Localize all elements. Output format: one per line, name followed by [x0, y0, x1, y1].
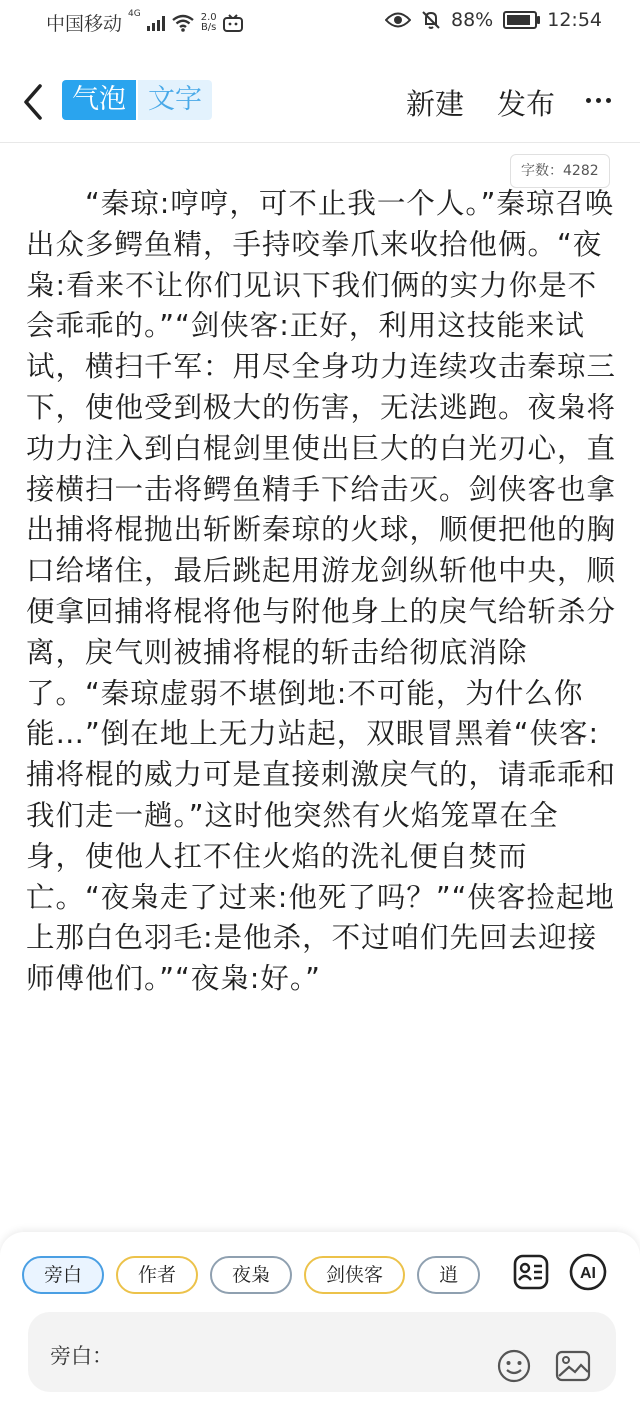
mute-bell-icon: [421, 10, 441, 30]
back-arrow-icon[interactable]: [18, 82, 48, 122]
character-chip-narrator[interactable]: 旁白: [22, 1256, 104, 1294]
word-count-badge: 字数：4282: [510, 154, 610, 188]
character-chip-more[interactable]: 逍: [417, 1256, 480, 1294]
new-button[interactable]: 新建: [406, 87, 465, 121]
character-card-icon[interactable]: [511, 1252, 551, 1292]
story-text-editor[interactable]: “秦琼:哼哼，可不止我一个人。”秦琼召唤出众多鳄鱼精，手持咬拳爪来收拾他俩。“夜枭:看来不让你们见识下我们俩的实力你是不会乖乖的。”“剑侠客:正好，利用这技能来试试，横扫千军：用尽全身功力连续攻击秦琼三下，使他受到极大的伤害，无法逃跑。夜枭将功力注入到白棍剑里使出巨大的白光刃心，直接横扫一击将鳄鱼精手下给击灭。剑侠客也拿出捕将棍抛出斩断秦琼的火球，顺便把他的胸口给堵住，最后跳起用游龙剑纵斩他中央，顺便拿回捕将棍将他与附他身上的戾气给斩杀分离，戾气则被捕将棍的斩击给彻底消除了。“秦琼虚弱不堪倒地:不可能，为什么你能…”倒在地上无力站起，双眼冒黑着“侠客:捕将棍的威力可是直接刺激戾气的，请乖乖和我们走一趟。”这时他突然有火焰笼罩在全身，使他人扛不住火焰的洗礼便自焚而亡。“夜枭走了过来:他死了吗？”“侠客捡起地上那白色羽毛:是他杀，不过咱们先回去迎接师傅他们。”“夜枭:好。”: [26, 187, 616, 996]
status-left: [46, 9, 243, 36]
clock: 12:54: [547, 9, 602, 31]
input-speaker-label: 旁白：: [50, 1344, 113, 1368]
wifi-icon: [171, 14, 195, 32]
carrier-label: 中国移动: [46, 13, 123, 35]
character-chip-row[interactable]: [22, 1256, 492, 1294]
signal-icon: [147, 15, 165, 31]
emoji-icon[interactable]: [496, 1348, 532, 1384]
network-speed: [201, 13, 217, 33]
battery-percent: 88%: [451, 9, 494, 31]
battery-icon: [503, 11, 537, 29]
publish-button[interactable]: 发布: [497, 87, 556, 121]
speed-unit: B/s: [200, 21, 217, 33]
tab-text[interactable]: 文字: [138, 80, 212, 120]
image-icon[interactable]: [554, 1348, 592, 1384]
more-menu-icon[interactable]: [586, 98, 611, 103]
eye-icon: [385, 11, 411, 29]
character-chip-jianxiake[interactable]: 剑侠客: [304, 1256, 405, 1294]
character-chip-author[interactable]: 作者: [116, 1256, 198, 1294]
status-bar: [0, 0, 640, 48]
tab-bubble[interactable]: 气泡: [62, 80, 136, 120]
speed-value: 2.0: [200, 11, 217, 23]
ai-icon-label: AI: [580, 1265, 596, 1282]
character-chip-yexiao[interactable]: 夜枭: [210, 1256, 292, 1294]
tv-app-icon: [223, 14, 243, 32]
status-right: [385, 9, 602, 31]
network-type: 4G: [128, 9, 141, 19]
ai-icon[interactable]: [568, 1252, 608, 1292]
divider: [0, 142, 640, 143]
